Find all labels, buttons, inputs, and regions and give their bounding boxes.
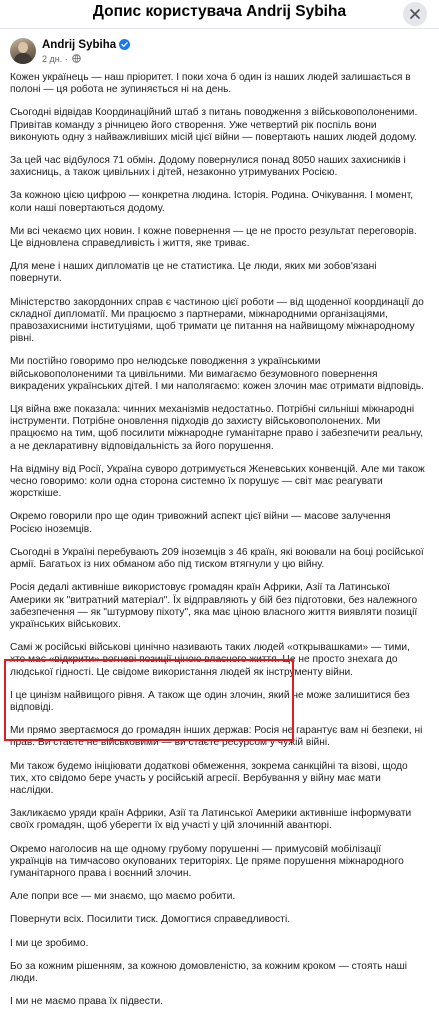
post-paragraph: Закликаємо уряди країн Африки, Азії та Латинської Америки активніше інформувати своїх громадян, щоб уберегти їх від участі у цій злочинній авантюрі. (10, 808, 412, 832)
close-icon (410, 9, 420, 19)
post-paragraph: Бо за кожним рішенням, за кожною домовленістю, за кожним кроком — стоять наші люди. (10, 960, 408, 984)
close-button[interactable] (403, 2, 427, 26)
post-paragraph: За кожною цією цифрою — конкретна людина. Історія. Родина. Очікування. І момент, коли наші повертаються додому. (10, 190, 414, 214)
post-paragraph: Ми прямо звертаємося до громадян інших держав: Росія не гарантує вам ні безпеки, ні прав. Ви стаєте не військовими — ви стаєте ресурсом у чужій війні. (10, 725, 423, 749)
globe-icon (72, 54, 81, 63)
post-paragraph: Самі ж російські військові цинічно називають таких людей «открывашками» — тими, хто має «відкрити» вогневі позиції ціною власного життя. Це не просто знехага до людської гідності. Це свідоме використання людей як інструменту війни. (10, 642, 410, 678)
post-paragraph: І це цинізм найвищого рівня. А також ще один злочин, який не може залишитися без відповіді. (10, 689, 410, 713)
highlight-box (4, 659, 294, 741)
dialog-title: Допис користувача Andrij Sybiha (92, 3, 347, 20)
post-paragraph: Ми постійно говоримо про нелюдське поводження з українськими військовополоненими та цивільними. Ми вимагаємо безумовного повернення викрадених українських дітей. І ми наполягаємо: кожен злочин має отримати відповідь. (10, 356, 424, 392)
post-paragraph: Ця війна вже показала: чинних механізмів недостатньо. Потрібні сильніші міжнародні інструменти. Потрібне оновлення підходів до захисту військовополонених. Ми працюємо на тим, щоб посилити міжнародне гуманітарне право і забезпечити реальну, а не декларативну відповідальність за його порушення. (10, 404, 424, 452)
post-paragraph: І ми це зробимо. (10, 937, 89, 949)
post-paragraph: Сьогодні відвідав Координаційний штаб з питань поводження з військовополоненими. Привітав команду з річницею його створення. Уже четвертий рік поспіль вони виконують одну з найважливіших місій цієї війни — повертають наших людей додому. (10, 107, 418, 143)
post-paragraph: Сьогодні в Україні перебувають 209 іноземців з 46 країн, які воювали на боці російської армії. Багатьох із них обманом або під тиском втягнули у цю війну. (10, 546, 424, 571)
post-paragraph: Але попри все — ми знаємо, що маємо робити. (10, 891, 236, 903)
verified-badge-icon (119, 39, 130, 50)
post-body (10, 72, 425, 1019)
post-paragraph: Повернути всіх. Посилити тиск. Домогтися справедливості. (10, 914, 291, 926)
post-meta: 2 дн. · (42, 54, 81, 64)
post-paragraph: Ми всі чекаємо цих новин. І кожне повернення — це не просто результат переговорів. Це відновлена справедливість і життя, яке триває. (10, 225, 417, 250)
dialog-header (0, 0, 439, 29)
post-paragraph: Кожен українець — наш пріоритет. І поки хоча б один із наших людей залишається в полоні — ця робота не зупиняється ні на день. (10, 72, 411, 96)
post-paragraph: За цей час відбулося 71 обмін. Додому повернулися понад 8050 наших захисників і захисниць, а також цивільних і дітей, незаконно утримуваних Росією. (10, 155, 406, 179)
post-paragraph: Ми також будемо ініціювати додаткові обмеження, зокрема санкційні та візові, щодо тих, хто свідомо бере участь у російській агресії. Вербування у війну має мати наслідки. (10, 760, 408, 796)
post-paragraph: Росія дедалі активніше використовує громадян країн Африки, Азії та Латинської Америки як "витратний матеріал". Їх відправляють у бій без підготовки, без належного забезпечення — як "штурмову піхоту", яка має ціною власного життя виявляти позиції українських військових. (10, 582, 418, 630)
post-paragraph: Окремо наголосив на ще одному грубому порушенні — примусовій мобілізації українців на тимчасово окупованих територіях. Це пряме порушення міжнародного гуманітарного права і воєнний злочин. (10, 843, 404, 879)
post-paragraph: На відміну від Росії, Україна суворо дотримується Женевських конвенцій. Але ми також чесно говоримо: коли одна сторона системно їх порушує — світ має реагувати жорсткіше. (10, 463, 425, 500)
post-paragraph: Міністерство закордонних справ є частиною цієї роботи — від щоденної координації до складної дипломатії. Ми працюємо з партнерами, міжнародними організаціями, правозахисними інституціями, щоб тримати це питання на найвищому міжнародному рівні. (10, 296, 424, 345)
post-time[interactable]: 2 дн. (42, 54, 63, 64)
avatar[interactable] (10, 38, 36, 64)
author-name[interactable]: Andrij Sybiha (42, 39, 117, 51)
author-name-line (42, 39, 130, 51)
post-paragraph: Окремо говорили про ще один тривожний аспект цієї війни — масове залучення Росією іноземців. (10, 511, 391, 535)
post-paragraph: Для мене і наших дипломатів це не статистика. Це люди, яких ми зобов'язані повернути. (10, 261, 377, 285)
post-paragraph: І ми не маємо права їх підвести. (10, 996, 164, 1008)
